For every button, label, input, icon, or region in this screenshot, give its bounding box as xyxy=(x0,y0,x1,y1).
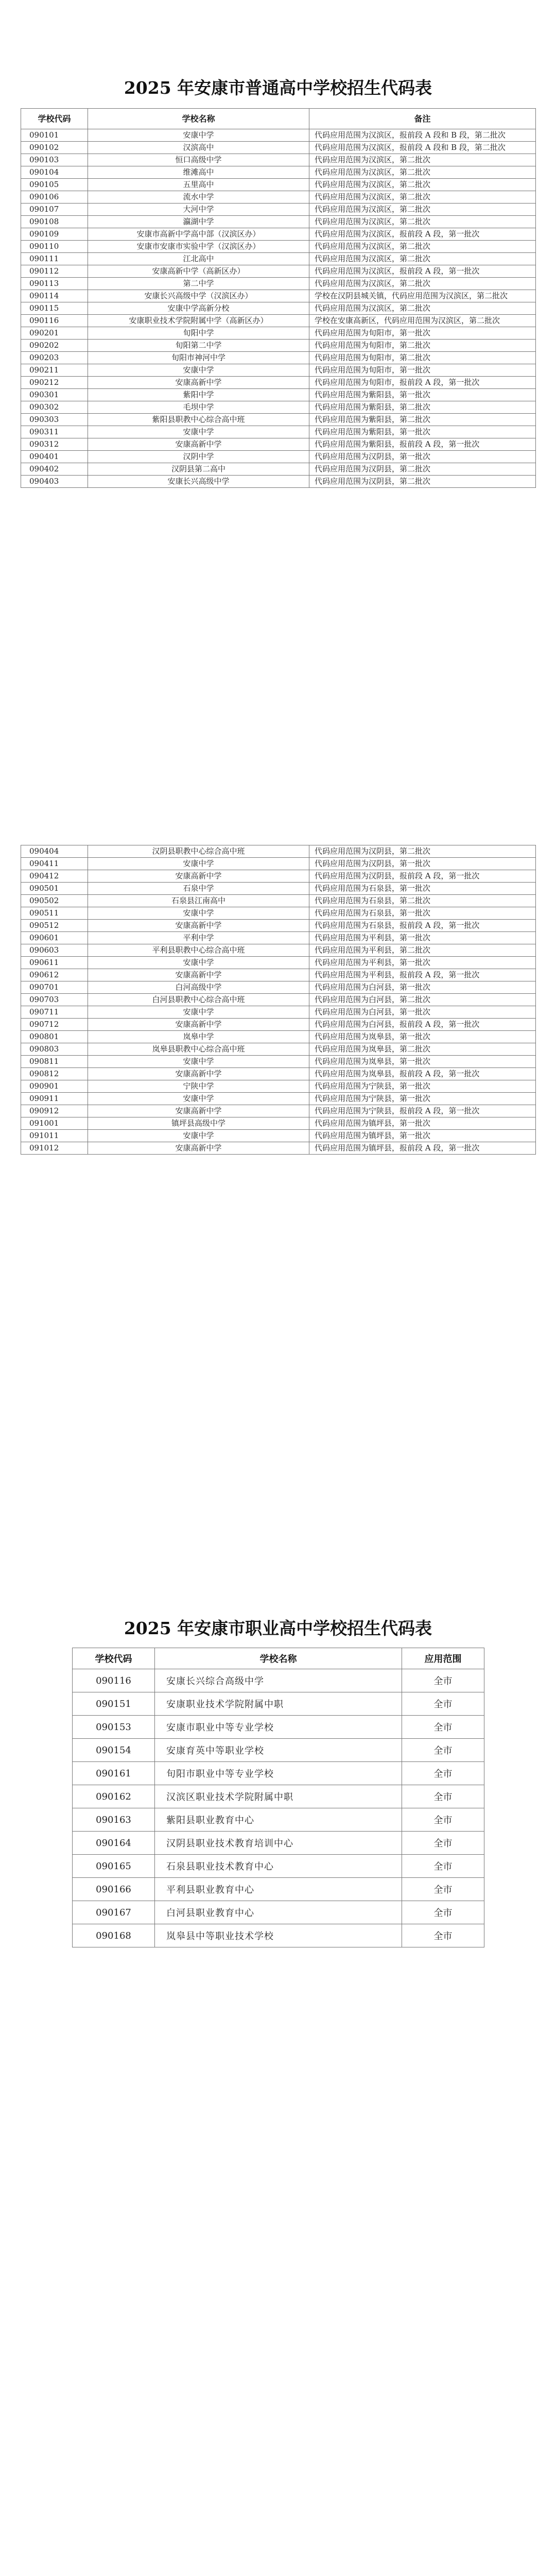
cell-col3: 全市 xyxy=(402,1669,484,1692)
cell-col2: 第二中学 xyxy=(88,278,309,290)
cell-col3: 代码应用范围为白河县，第一批次 xyxy=(309,981,536,994)
cell-col3: 代码应用范围为镇坪县，报前段 A 段，第一批次 xyxy=(309,1142,536,1155)
cell-col2: 岚皋县中等职业技术学校 xyxy=(155,1924,402,1947)
header-note: 备注 xyxy=(309,109,536,129)
cell-col2: 江北高中 xyxy=(88,253,309,265)
table-row xyxy=(21,944,536,957)
cell-col2: 平利县职业教育中心 xyxy=(155,1878,402,1901)
table-row xyxy=(21,994,536,1006)
cell-col3: 代码应用范围为汉阴县，第一批次 xyxy=(309,451,536,463)
cell-col1: 090108 xyxy=(21,216,88,228)
table-row xyxy=(21,352,536,364)
cell-col2: 安康中学 xyxy=(88,957,309,969)
cell-col3: 代码应用范围为汉阴县，报前段 A 段，第一批次 xyxy=(309,870,536,883)
table-row xyxy=(21,414,536,426)
header-code: 学校代码 xyxy=(21,109,88,129)
header-scope: 应用范围 xyxy=(402,1648,484,1669)
cell-col2: 紫阳县职业教育中心 xyxy=(155,1808,402,1832)
cell-col3: 代码应用范围为岚皋县，第一批次 xyxy=(309,1056,536,1068)
table-row xyxy=(21,426,536,438)
cell-col3: 代码应用范围为镇坪县，第一批次 xyxy=(309,1130,536,1142)
cell-col3: 代码应用范围为镇坪县，第一批次 xyxy=(309,1117,536,1130)
cell-col1: 090711 xyxy=(21,1006,88,1019)
cell-col1: 090112 xyxy=(21,265,88,278)
table-row xyxy=(73,1669,484,1692)
cell-col3: 代码应用范围为平利县，第一批次 xyxy=(309,957,536,969)
cell-col2: 毛坝中学 xyxy=(88,401,309,414)
vocational-schools-table xyxy=(72,1648,484,1947)
table-row xyxy=(73,1855,484,1878)
table-row xyxy=(21,451,536,463)
cell-col1: 090603 xyxy=(21,944,88,957)
cell-col2: 安康职业技术学院附属中学（高新区办） xyxy=(88,315,309,327)
cell-col1: 090303 xyxy=(21,414,88,426)
table-row xyxy=(21,1031,536,1043)
cell-col1: 090511 xyxy=(21,907,88,920)
cell-col2: 旬阳第二中学 xyxy=(88,340,309,352)
table-row xyxy=(21,1068,536,1080)
cell-col1: 090116 xyxy=(73,1669,155,1692)
table-row xyxy=(21,364,536,377)
cell-col3: 代码应用范围为旬阳市，第一批次 xyxy=(309,364,536,377)
table-row xyxy=(21,1043,536,1056)
table-row xyxy=(21,1006,536,1019)
table-row xyxy=(21,302,536,315)
table-row xyxy=(21,870,536,883)
cell-col1: 090803 xyxy=(21,1043,88,1056)
cell-col1: 090163 xyxy=(73,1808,155,1832)
cell-col1: 090402 xyxy=(21,463,88,476)
cell-col1: 090812 xyxy=(21,1068,88,1080)
header-code: 学校代码 xyxy=(73,1648,155,1669)
cell-col2: 汉滨区职业技术学院附属中职 xyxy=(155,1785,402,1808)
cell-col2: 安康长兴综合高级中学 xyxy=(155,1669,402,1692)
cell-col2: 岚皋县职教中心综合高中班 xyxy=(88,1043,309,1056)
table-row xyxy=(73,1739,484,1762)
cell-col3: 代码应用范围为平利县，第一批次 xyxy=(309,932,536,944)
cell-col1: 090111 xyxy=(21,253,88,265)
cell-col2: 安康中学高新分校 xyxy=(88,302,309,315)
cell-col1: 090164 xyxy=(73,1832,155,1855)
table-row xyxy=(21,1056,536,1068)
table-row xyxy=(73,1901,484,1924)
cell-col3: 代码应用范围为汉阴县，第二批次 xyxy=(309,476,536,488)
cell-col3: 代码应用范围为汉滨区，第二批次 xyxy=(309,241,536,253)
cell-col3: 学校在安康高新区，代码应用范围为汉滨区，第二批次 xyxy=(309,315,536,327)
table-row xyxy=(73,1808,484,1832)
cell-col2: 白河县职业教育中心 xyxy=(155,1901,402,1924)
cell-col1: 090116 xyxy=(21,315,88,327)
cell-col2: 安康高新中学 xyxy=(88,870,309,883)
cell-col2: 汉滨高中 xyxy=(88,142,309,154)
cell-col3: 全市 xyxy=(402,1739,484,1762)
cell-col1: 090801 xyxy=(21,1031,88,1043)
cell-col1: 090114 xyxy=(21,290,88,302)
cell-col2: 旬阳市神河中学 xyxy=(88,352,309,364)
cell-col1: 090411 xyxy=(21,858,88,870)
cell-col1: 090154 xyxy=(73,1739,155,1762)
cell-col1: 090502 xyxy=(21,895,88,907)
cell-col1: 090168 xyxy=(73,1924,155,1947)
cell-col1: 090712 xyxy=(21,1019,88,1031)
table-row xyxy=(73,1716,484,1739)
cell-col1: 090501 xyxy=(21,883,88,895)
cell-col3: 代码应用范围为汉阴县，第二批次 xyxy=(309,463,536,476)
cell-col3: 代码应用范围为汉滨区，第二批次 xyxy=(309,154,536,166)
cell-col2: 安康中学 xyxy=(88,858,309,870)
table-row xyxy=(21,920,536,932)
cell-col3: 代码应用范围为白河县，第一批次 xyxy=(309,1006,536,1019)
cell-col1: 090101 xyxy=(21,129,88,142)
cell-col3: 代码应用范围为白河县，第二批次 xyxy=(309,994,536,1006)
table-row xyxy=(21,129,536,142)
cell-col2: 维滩高中 xyxy=(88,166,309,179)
table-row xyxy=(21,1093,536,1105)
cell-col2: 安康中学 xyxy=(88,1006,309,1019)
cell-col1: 090165 xyxy=(73,1855,155,1878)
cell-col3: 代码应用范围为石泉县，第二批次 xyxy=(309,895,536,907)
cell-col3: 代码应用范围为白河县，报前段 A 段，第一批次 xyxy=(309,1019,536,1031)
table-header-row xyxy=(73,1648,484,1669)
cell-col1: 090703 xyxy=(21,994,88,1006)
table-row xyxy=(21,389,536,401)
cell-col2: 安康高新中学（高新区办） xyxy=(88,265,309,278)
cell-col1: 090202 xyxy=(21,340,88,352)
table-row xyxy=(21,883,536,895)
cell-col2: 安康育英中等职业学校 xyxy=(155,1739,402,1762)
table-row xyxy=(21,191,536,204)
cell-col2: 汉阴中学 xyxy=(88,451,309,463)
cell-col1: 090403 xyxy=(21,476,88,488)
table-row xyxy=(21,340,536,352)
cell-col1: 090105 xyxy=(21,179,88,191)
table-row xyxy=(21,290,536,302)
cell-col3: 全市 xyxy=(402,1716,484,1739)
cell-col1: 090911 xyxy=(21,1093,88,1105)
cell-col2: 平利中学 xyxy=(88,932,309,944)
table-row xyxy=(21,327,536,340)
cell-col3: 代码应用范围为平利县，第二批次 xyxy=(309,944,536,957)
cell-col2: 大河中学 xyxy=(88,204,309,216)
cell-col1: 090103 xyxy=(21,154,88,166)
cell-col3: 代码应用范围为汉滨区，第二批次 xyxy=(309,166,536,179)
cell-col2: 安康高新中学 xyxy=(88,1019,309,1031)
cell-col1: 090106 xyxy=(21,191,88,204)
cell-col2: 安康中学 xyxy=(88,364,309,377)
cell-col2: 安康中学 xyxy=(88,129,309,142)
table-row xyxy=(21,142,536,154)
cell-col1: 090512 xyxy=(21,920,88,932)
general-schools-table-continued xyxy=(21,845,536,1155)
cell-col1: 090102 xyxy=(21,142,88,154)
cell-col1: 090701 xyxy=(21,981,88,994)
cell-col3: 全市 xyxy=(402,1762,484,1785)
cell-col3: 代码应用范围为岚皋县，第二批次 xyxy=(309,1043,536,1056)
cell-col1: 090301 xyxy=(21,389,88,401)
general-schools-table xyxy=(21,108,536,488)
table-row xyxy=(21,265,536,278)
table-row xyxy=(21,179,536,191)
header-school: 学校名称 xyxy=(88,109,309,129)
cell-col3: 代码应用范围为紫阳县，报前段 A 段，第一批次 xyxy=(309,438,536,451)
table-row xyxy=(21,154,536,166)
cell-col2: 安康中学 xyxy=(88,426,309,438)
cell-col2: 安康中学 xyxy=(88,907,309,920)
cell-col2: 流水中学 xyxy=(88,191,309,204)
cell-col2: 安康长兴高级中学 xyxy=(88,476,309,488)
page-title-vocational-schools: 2025 年安康市职业高中学校招生代码表 xyxy=(124,1618,432,1638)
cell-col1: 090612 xyxy=(21,969,88,981)
cell-col3: 代码应用范围为平利县，报前段 A 段，第一批次 xyxy=(309,969,536,981)
cell-col3: 代码应用范围为石泉县，第一批次 xyxy=(309,907,536,920)
cell-col1: 090912 xyxy=(21,1105,88,1117)
table-row xyxy=(73,1785,484,1808)
cell-col2: 石泉县职业技术教育中心 xyxy=(155,1855,402,1878)
table-row xyxy=(21,981,536,994)
cell-col2: 安康高新中学 xyxy=(88,1105,309,1117)
cell-col3: 全市 xyxy=(402,1855,484,1878)
cell-col3: 全市 xyxy=(402,1832,484,1855)
table-row xyxy=(21,895,536,907)
cell-col2: 安康中学 xyxy=(88,1093,309,1105)
cell-col2: 平利县职教中心综合高中班 xyxy=(88,944,309,957)
cell-col3: 代码应用范围为旬阳市，第一批次 xyxy=(309,327,536,340)
cell-col3: 代码应用范围为旬阳市，报前段 A 段，第一批次 xyxy=(309,377,536,389)
table-row xyxy=(21,1130,536,1142)
table-row xyxy=(21,278,536,290)
cell-col1: 090302 xyxy=(21,401,88,414)
cell-col2: 恒口高级中学 xyxy=(88,154,309,166)
cell-col3: 代码应用范围为旬阳市，第二批次 xyxy=(309,340,536,352)
table-row xyxy=(73,1832,484,1855)
cell-col3: 全市 xyxy=(402,1785,484,1808)
table-row xyxy=(73,1762,484,1785)
cell-col3: 代码应用范围为汉阴县，第一批次 xyxy=(309,858,536,870)
cell-col2: 安康职业技术学院附属中职 xyxy=(155,1692,402,1716)
cell-col2: 汉阴县职业技术教育培训中心 xyxy=(155,1832,402,1855)
cell-col1: 090166 xyxy=(73,1878,155,1901)
cell-col2: 安康市高新中学高中部（汉滨区办） xyxy=(88,228,309,241)
table-header-row xyxy=(21,109,536,129)
cell-col2: 石泉中学 xyxy=(88,883,309,895)
cell-col1: 090401 xyxy=(21,451,88,463)
cell-col1: 090611 xyxy=(21,957,88,969)
table-row xyxy=(21,1117,536,1130)
cell-col3: 代码应用范围为汉滨区，报前段 A 段和 B 段，第二批次 xyxy=(309,142,536,154)
cell-col2: 汉阴县第二高中 xyxy=(88,463,309,476)
cell-col2: 旬阳中学 xyxy=(88,327,309,340)
header-school: 学校名称 xyxy=(155,1648,402,1669)
cell-col2: 安康中学 xyxy=(88,1056,309,1068)
cell-col1: 091011 xyxy=(21,1130,88,1142)
cell-col3: 代码应用范围为汉滨区，第二批次 xyxy=(309,204,536,216)
cell-col2: 安康高新中学 xyxy=(88,438,309,451)
cell-col2: 安康高新中学 xyxy=(88,1142,309,1155)
cell-col2: 安康高新中学 xyxy=(88,1068,309,1080)
cell-col2: 紫阳县职教中心综合高中班 xyxy=(88,414,309,426)
cell-col2: 安康高新中学 xyxy=(88,920,309,932)
cell-col3: 代码应用范围为宁陕县，报前段 A 段，第一批次 xyxy=(309,1105,536,1117)
cell-col3: 代码应用范围为宁陕县，第一批次 xyxy=(309,1080,536,1093)
table-row xyxy=(21,1019,536,1031)
cell-col1: 090110 xyxy=(21,241,88,253)
table-row xyxy=(21,969,536,981)
cell-col1: 090404 xyxy=(21,845,88,858)
cell-col3: 全市 xyxy=(402,1692,484,1716)
table-row xyxy=(21,476,536,488)
cell-col3: 代码应用范围为宁陕县，第一批次 xyxy=(309,1093,536,1105)
cell-col2: 安康市安康市实验中学（汉滨区办） xyxy=(88,241,309,253)
cell-col3: 全市 xyxy=(402,1808,484,1832)
cell-col1: 090201 xyxy=(21,327,88,340)
table-row xyxy=(21,932,536,944)
cell-col1: 090312 xyxy=(21,438,88,451)
table-row xyxy=(73,1924,484,1947)
cell-col1: 090211 xyxy=(21,364,88,377)
cell-col2: 安康高新中学 xyxy=(88,377,309,389)
cell-col1: 091001 xyxy=(21,1117,88,1130)
table-row xyxy=(21,1105,536,1117)
table-row xyxy=(21,907,536,920)
cell-col3: 代码应用范围为岚皋县，报前段 A 段，第一批次 xyxy=(309,1068,536,1080)
cell-col3: 代码应用范围为岚皋县，第一批次 xyxy=(309,1031,536,1043)
cell-col1: 090412 xyxy=(21,870,88,883)
cell-col1: 090109 xyxy=(21,228,88,241)
cell-col1: 090203 xyxy=(21,352,88,364)
cell-col2: 安康长兴高级中学（汉滨区办） xyxy=(88,290,309,302)
cell-col2: 安康高新中学 xyxy=(88,969,309,981)
cell-col3: 代码应用范围为紫阳县，第二批次 xyxy=(309,414,536,426)
cell-col1: 090212 xyxy=(21,377,88,389)
cell-col3: 代码应用范围为汉滨区，报前段 A 段，第一批次 xyxy=(309,265,536,278)
table-row xyxy=(21,401,536,414)
cell-col1: 090153 xyxy=(73,1716,155,1739)
cell-col1: 091012 xyxy=(21,1142,88,1155)
cell-col1: 090601 xyxy=(21,932,88,944)
cell-col1: 090811 xyxy=(21,1056,88,1068)
cell-col2: 岚皋中学 xyxy=(88,1031,309,1043)
cell-col3: 全市 xyxy=(402,1924,484,1947)
cell-col2: 宁陕中学 xyxy=(88,1080,309,1093)
table-row xyxy=(21,438,536,451)
cell-col2: 安康市职业中等专业学校 xyxy=(155,1716,402,1739)
table-row xyxy=(21,241,536,253)
cell-col2: 旬阳市职业中等专业学校 xyxy=(155,1762,402,1785)
cell-col1: 090311 xyxy=(21,426,88,438)
cell-col2: 石泉县江南高中 xyxy=(88,895,309,907)
table-row xyxy=(21,216,536,228)
cell-col2: 白河高级中学 xyxy=(88,981,309,994)
cell-col1: 090107 xyxy=(21,204,88,216)
cell-col1: 090115 xyxy=(21,302,88,315)
cell-col3: 代码应用范围为汉滨区，第二批次 xyxy=(309,253,536,265)
table-row xyxy=(73,1692,484,1716)
cell-col3: 代码应用范围为紫阳县，第一批次 xyxy=(309,426,536,438)
table-row xyxy=(21,166,536,179)
table-row xyxy=(21,315,536,327)
table-row xyxy=(21,858,536,870)
cell-col2: 紫阳中学 xyxy=(88,389,309,401)
table-row xyxy=(21,845,536,858)
cell-col3: 代码应用范围为石泉县，报前段 A 段，第一批次 xyxy=(309,920,536,932)
cell-col1: 090167 xyxy=(73,1901,155,1924)
table-row xyxy=(21,957,536,969)
table-row xyxy=(21,204,536,216)
table-row xyxy=(21,253,536,265)
cell-col3: 代码应用范围为汉滨区，第二批次 xyxy=(309,278,536,290)
cell-col3: 代码应用范围为旬阳市，第二批次 xyxy=(309,352,536,364)
cell-col3: 代码应用范围为汉滨区，第二批次 xyxy=(309,179,536,191)
cell-col1: 090104 xyxy=(21,166,88,179)
table-row xyxy=(21,228,536,241)
cell-col3: 全市 xyxy=(402,1878,484,1901)
cell-col3: 代码应用范围为汉滨区，第二批次 xyxy=(309,302,536,315)
cell-col2: 汉阴县职教中心综合高中班 xyxy=(88,845,309,858)
cell-col1: 090113 xyxy=(21,278,88,290)
cell-col3: 代码应用范围为紫阳县，第二批次 xyxy=(309,401,536,414)
cell-col2: 安康中学 xyxy=(88,1130,309,1142)
cell-col1: 090151 xyxy=(73,1692,155,1716)
cell-col3: 代码应用范围为汉滨区，第二批次 xyxy=(309,191,536,204)
cell-col3: 代码应用范围为紫阳县，第一批次 xyxy=(309,389,536,401)
cell-col3: 学校在汉阴县城关镇，代码应用范围为汉滨区，第二批次 xyxy=(309,290,536,302)
cell-col2: 瀛湖中学 xyxy=(88,216,309,228)
cell-col3: 代码应用范围为石泉县，第一批次 xyxy=(309,883,536,895)
cell-col3: 全市 xyxy=(402,1901,484,1924)
table-row xyxy=(21,1142,536,1155)
cell-col2: 五里高中 xyxy=(88,179,309,191)
table-row xyxy=(21,1080,536,1093)
page-title-general-schools: 2025 年安康市普通高中学校招生代码表 xyxy=(124,78,432,98)
table-row xyxy=(21,463,536,476)
table-row xyxy=(21,377,536,389)
cell-col1: 090901 xyxy=(21,1080,88,1093)
cell-col2: 镇坪县高级中学 xyxy=(88,1117,309,1130)
cell-col1: 090162 xyxy=(73,1785,155,1808)
cell-col3: 代码应用范围为汉滨区，报前段 A 段，第一批次 xyxy=(309,228,536,241)
table-row xyxy=(73,1878,484,1901)
cell-col2: 白河县职教中心综合高中班 xyxy=(88,994,309,1006)
cell-col3: 代码应用范围为汉阴县，第二批次 xyxy=(309,845,536,858)
cell-col3: 代码应用范围为汉滨区，第二批次 xyxy=(309,216,536,228)
cell-col3: 代码应用范围为汉滨区，报前段 A 段和 B 段，第二批次 xyxy=(309,129,536,142)
cell-col1: 090161 xyxy=(73,1762,155,1785)
